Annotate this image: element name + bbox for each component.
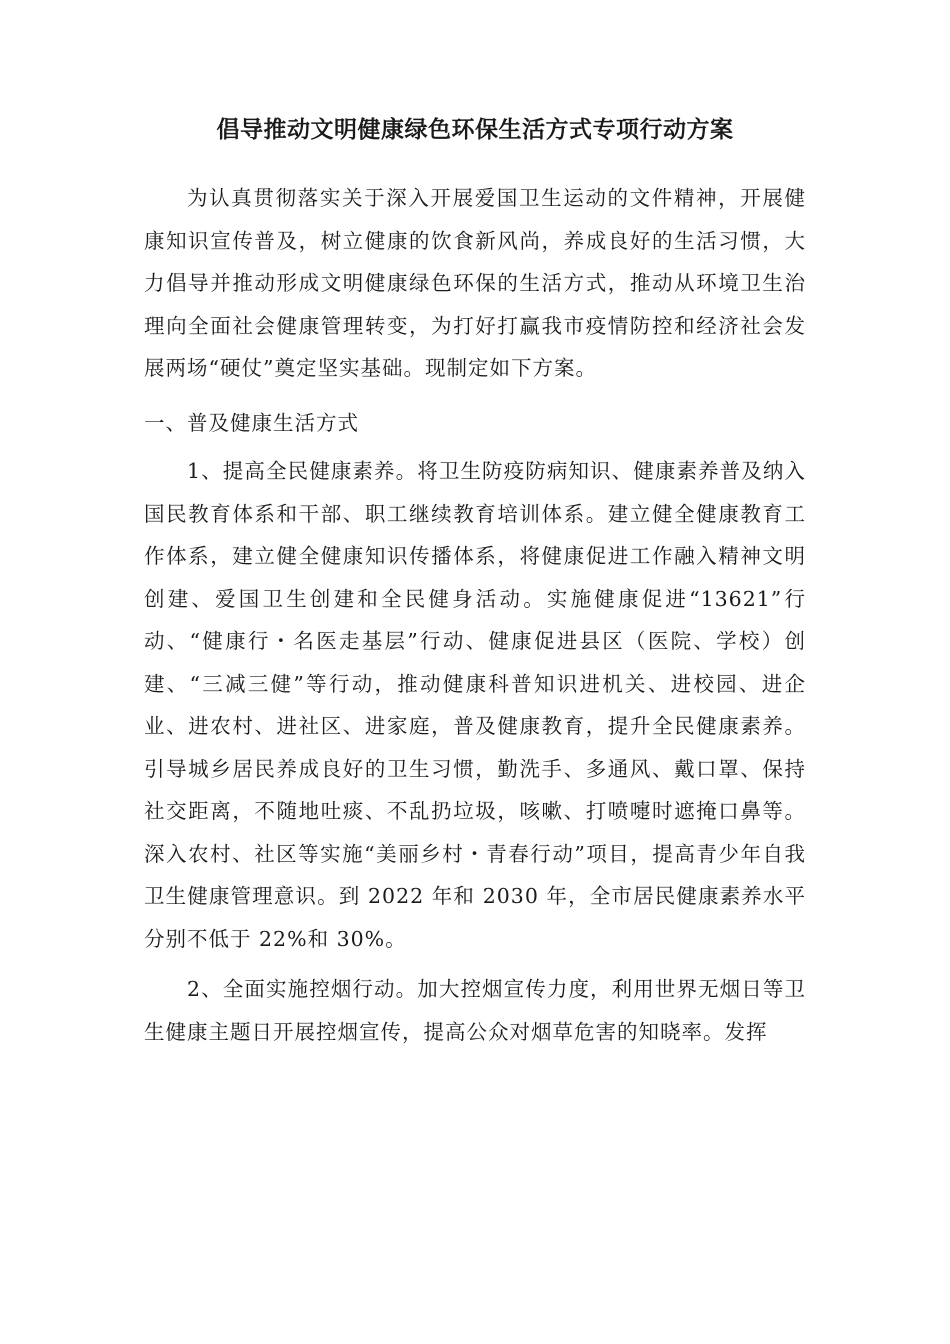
- paragraph-gap: [144, 960, 806, 968]
- section-heading: 一、普及健康生活方式: [144, 410, 359, 435]
- item-2-paragraph: 2、全面实施控烟行动。加大控烟宣传力度，利用世界无烟日等卫生健康主题日开展控烟宣传，提高公众对烟草危害的知晓率。发挥: [144, 977, 806, 1044]
- document-title: 倡导推动文明健康绿色环保生活方式专项行动方案: [216, 117, 734, 143]
- item-1-paragraph: 1、提高全民健康素养。将卫生防疫防病知识、健康素养普及纳入国民教育体系和干部、职工继续教育培训体系。建立健全健康教育工作体系，建立健全健康知识传播体系，将健康促进工作融入精神文明创建、爱国卫生创建和全民健身活动。实施健康促进“13621”行动、“健康行・名医走基层”行动、健康促进县区（医院、学校）创建、“三减三健”等行动，推动健康科普知识进机关、进校园、进企业、进农村、进社区、进家庭，普及健康教育，提升全民健康素养。引导城乡居民养成良好的卫生习惯，勤洗手、多通风、戴口罩、保持社交距离，不随地吐痰、不乱扔垃圾，咳嗽、打喷嚏时遮掩口鼻等。深入农村、社区等实施“美丽乡村・青春行动”项目，提高青少年自我卫生健康管理意识。到 2022 年和 2030 年，全市居民健康素养水平分别不低于 22%和 30%。: [144, 459, 806, 951]
- intro-paragraph: 为认真贯彻落实关于深入开展爱国卫生运动的文件精神，开展健康知识宣传普及，树立健康的饮食新风尚，养成良好的生活习惯，大力倡导并推动形成文明健康绿色环保的生活方式，推动从环境卫生治理向全面社会健康管理转变，为打好打赢我市疫情防控和经济社会发展两场“硬仗”奠定坚实基础。现制定如下方案。: [144, 186, 806, 380]
- document-page: [144, 110, 806, 1053]
